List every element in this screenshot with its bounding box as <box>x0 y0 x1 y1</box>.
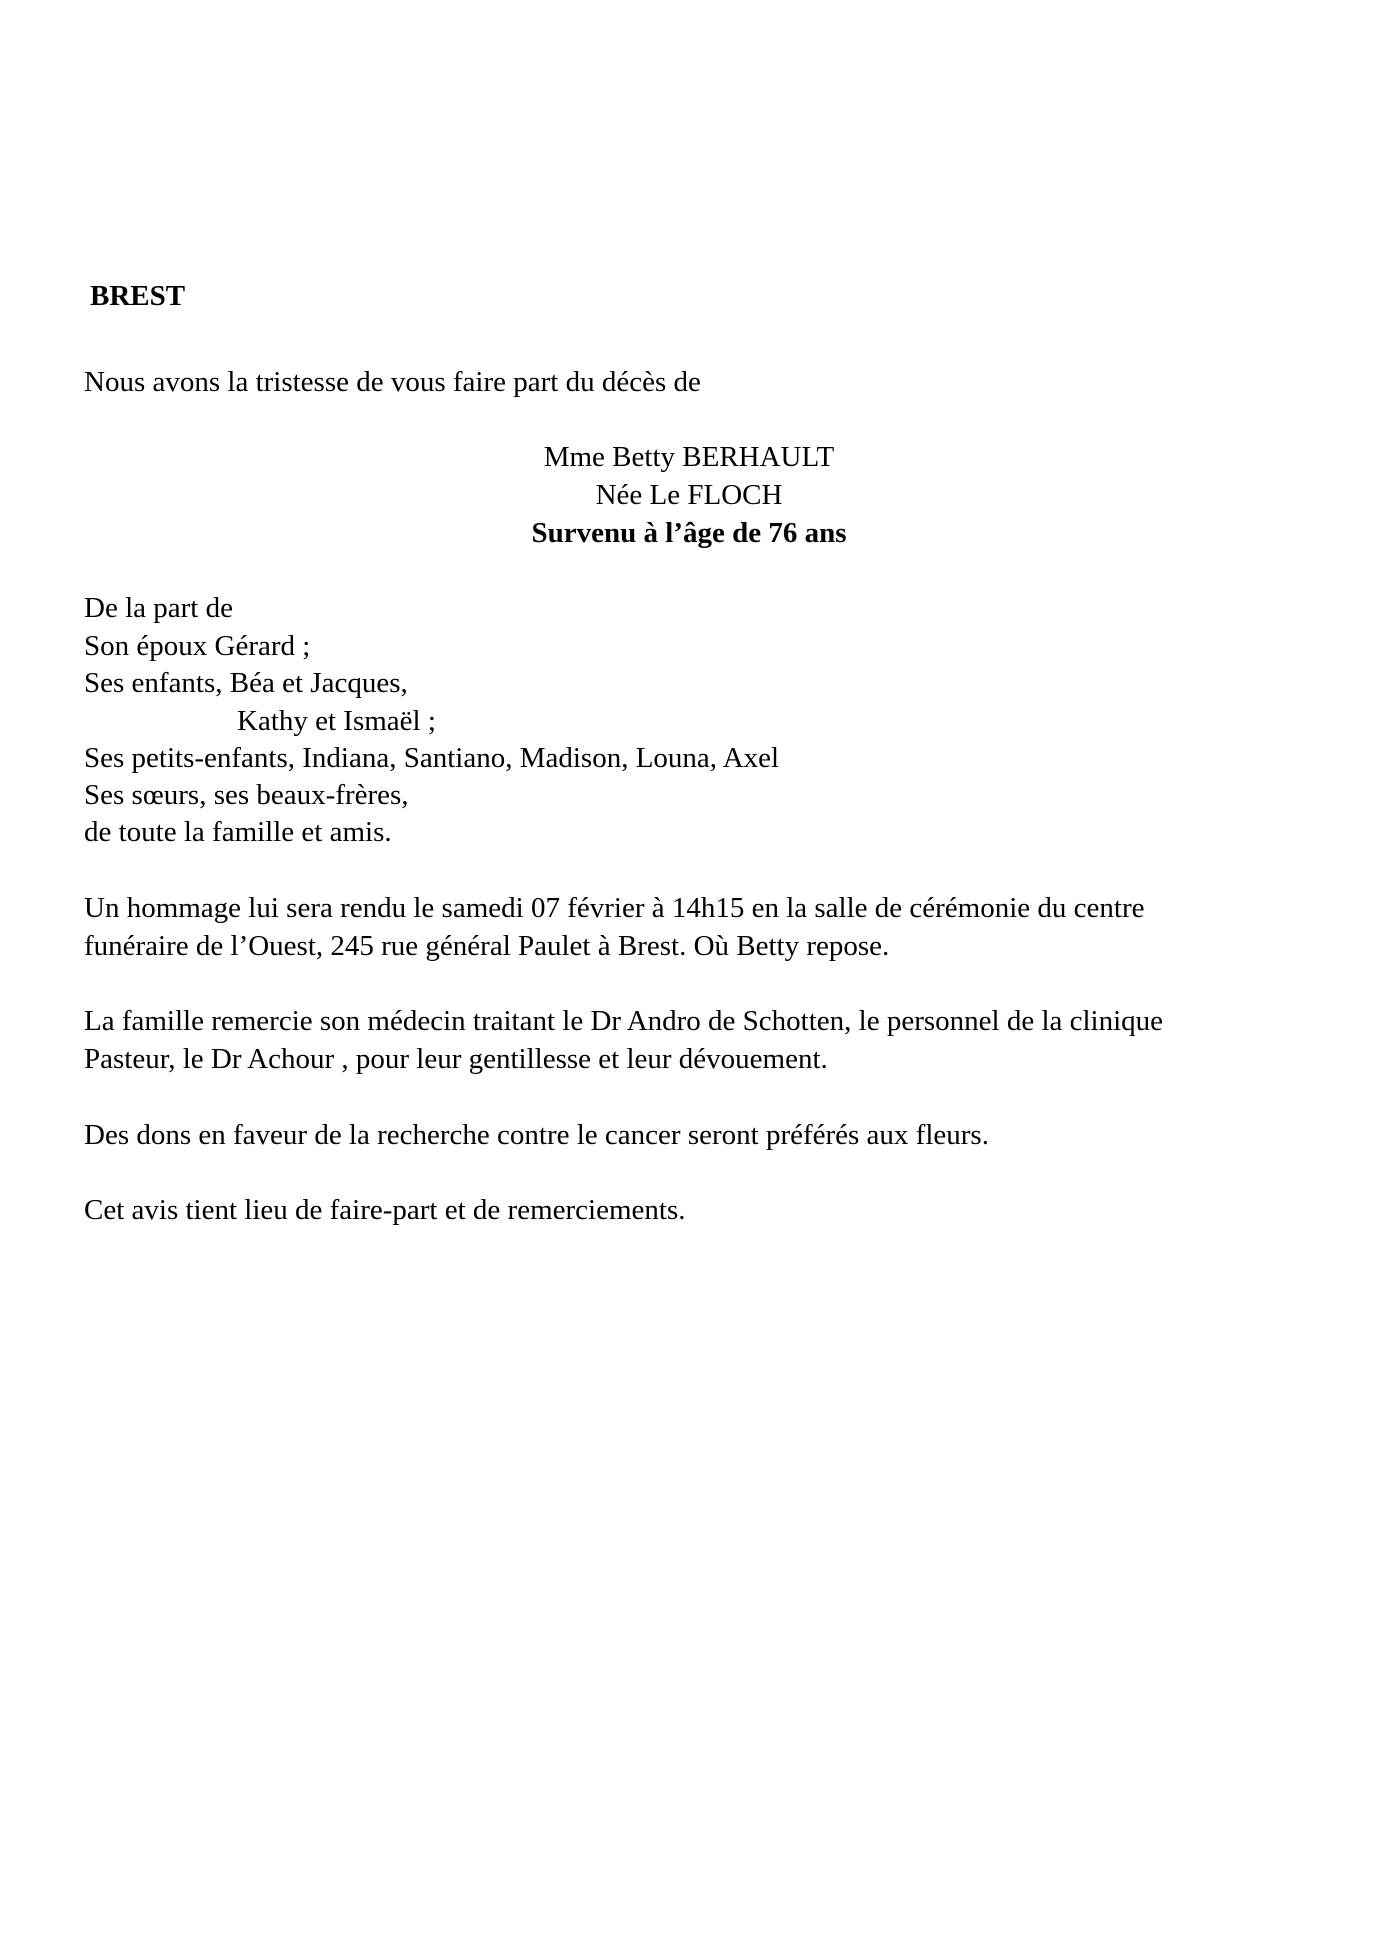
deceased-name: Mme Betty BERHAULT <box>543 441 835 473</box>
family-siblings: Ses sœurs, ses beaux-frères, <box>84 779 409 811</box>
ceremony-line-2: funéraire de l’Ouest, 245 rue général Paulet à Brest. Où Betty repose. <box>84 930 890 962</box>
city-heading: BREST <box>90 280 186 312</box>
family-others: de toute la famille et amis. <box>84 816 392 848</box>
thanks-line-2: Pasteur, le Dr Achour , pour leur gentillesse et leur dévouement. <box>84 1043 828 1075</box>
deceased-age: Survenu à l’âge de 76 ans <box>531 517 847 549</box>
intro-text: Nous avons la tristesse de vous faire part du décès de <box>84 366 701 398</box>
deceased-maiden-name: Née Le FLOCH <box>595 479 783 511</box>
family-spouse: Son époux Gérard ; <box>84 630 311 662</box>
family-children-1: Ses enfants, Béa et Jacques, <box>84 667 408 699</box>
family-grandchildren: Ses petits-enfants, Indiana, Santiano, Madison, Louna, Axel <box>84 742 780 774</box>
thanks-line-1: La famille remercie son médecin traitant le Dr Andro de Schotten, le personnel de la clinique <box>84 1005 1164 1037</box>
donations-text: Des dons en faveur de la recherche contre le cancer seront préférés aux fleurs. <box>84 1119 989 1151</box>
family-children-2: Kathy et Ismaël ; <box>237 705 436 737</box>
family-from: De la part de <box>84 592 233 624</box>
ceremony-line-1: Un hommage lui sera rendu le samedi 07 février à 14h15 en la salle de cérémonie du centre <box>84 892 1145 924</box>
closing-text: Cet avis tient lieu de faire-part et de remerciements. <box>84 1194 686 1226</box>
